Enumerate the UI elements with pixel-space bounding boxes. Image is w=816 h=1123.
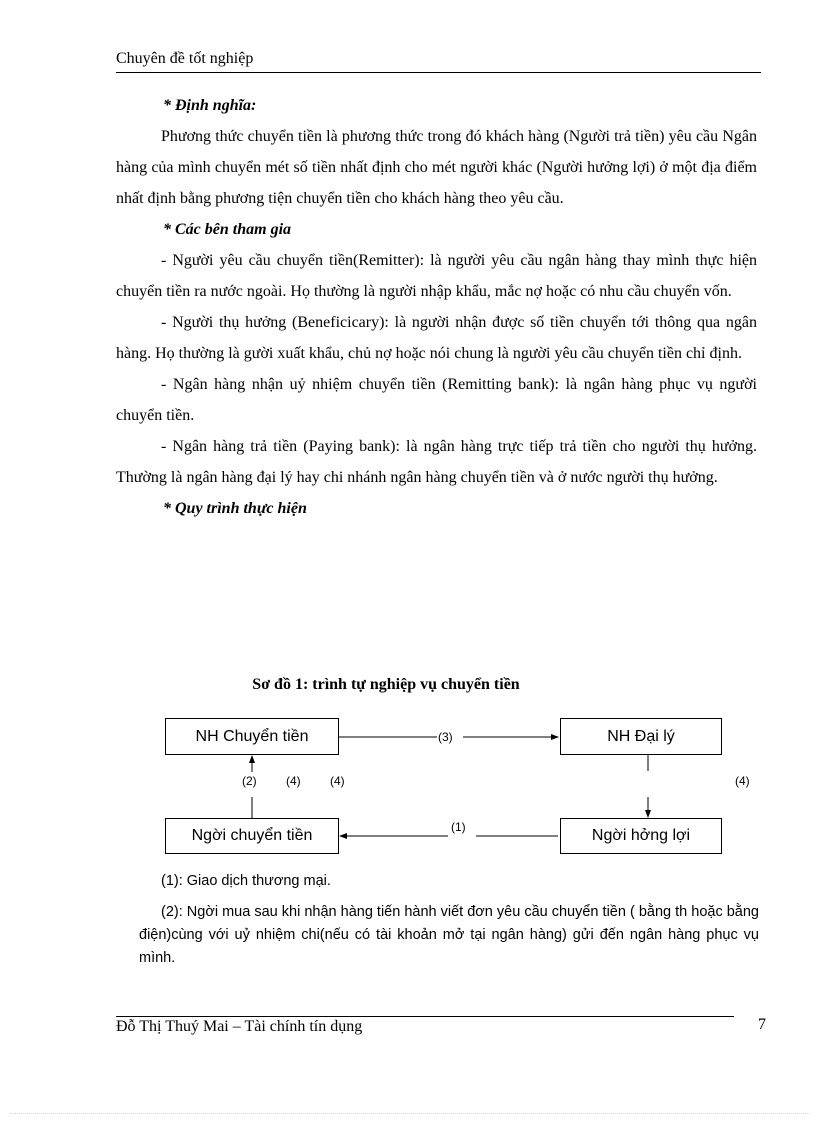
- process-heading: * Quy trình thực hiện: [163, 500, 307, 517]
- label-step-4-c: (4): [735, 774, 750, 788]
- box-remitting-bank: NH Chuyển tiền: [165, 718, 339, 755]
- footer-divider: [116, 1016, 734, 1017]
- page-header: Chuyên đề tốt nghiệp: [116, 50, 254, 67]
- box-agent-bank: NH Đại lý: [560, 718, 722, 755]
- definition-paragraph: Phương thức chuyển tiền là phương thức trong đó khách hàng (Người trả tiền) yêu cầu Ngân hàng của mình chuyển mét số tiền nhất định cho mét người khác (Người hưởng lợi) ở một địa điểm nhất định bằng phương tiện chuyển tiền cho khách hàng theo yêu cầu.: [116, 128, 757, 207]
- note-step-2: (2): Ngời mua sau khi nhận hàng tiến hành viết đơn yêu cầu chuyển tiền ( bằng th hoặc bằng điện)cùng với uỷ nhiệm chi(nếu có tài khoản mở tại ngân hàng) gửi đến ngân hàng phục vụ mình.: [139, 904, 759, 966]
- party-remitter: - Người yêu cầu chuyển tiền(Remitter): là người yêu cầu ngân hàng thay mình thực hiện chuyển tiền ra nước ngoài. Họ thường là người nhập khẩu, mắc nợ hoặc có nhu cầu chuyển vốn.: [116, 252, 757, 300]
- parties-heading: * Các bên tham gia: [163, 221, 292, 238]
- footer-author: Đỗ Thị Thuý Mai – Tài chính tín dụng: [116, 1018, 363, 1035]
- party-remitting-bank: - Ngân hàng nhận uỷ nhiệm chuyển tiền (Remitting bank): là ngân hàng phục vụ người chuyển tiền.: [116, 376, 757, 424]
- party-paying-bank: - Ngân hàng trả tiền (Paying bank): là ngân hàng trực tiếp trả tiền cho người thụ hưởng. Thường là ngân hàng đại lý hay chi nhánh ngân hàng chuyển tiền và ở nước người thụ hưởng.: [116, 438, 757, 486]
- page-number: 7: [758, 1016, 766, 1033]
- definition-heading: * Định nghĩa:: [163, 97, 257, 114]
- label-step-1: (1): [451, 820, 466, 834]
- box-beneficiary: Ngời hởng lợi: [560, 818, 722, 854]
- diagram-notes: [139, 870, 759, 978]
- box-remitter: Ngời chuyển tiền: [165, 818, 339, 854]
- label-step-3: (3): [438, 730, 453, 744]
- diagram-caption-text: Sơ đồ 1: trình tự nghiệp vụ chuyển tiền: [252, 676, 520, 693]
- party-beneficiary: - Người thụ hưởng (Beneficicary): là người nhận được số tiền chuyển tới thông qua ngân hàng. Họ thường là gười xuất khẩu, chủ nợ hoặc nói chung là người yêu cầu chuyển tiền chỉ định.: [116, 314, 757, 362]
- note-step-1: (1): Giao dịch thương mại.: [161, 873, 331, 889]
- page-bottom-edge: [10, 1113, 810, 1114]
- label-step-4-b: (4): [330, 774, 345, 788]
- label-step-4-a: (4): [286, 774, 301, 788]
- label-step-2: (2): [242, 774, 257, 788]
